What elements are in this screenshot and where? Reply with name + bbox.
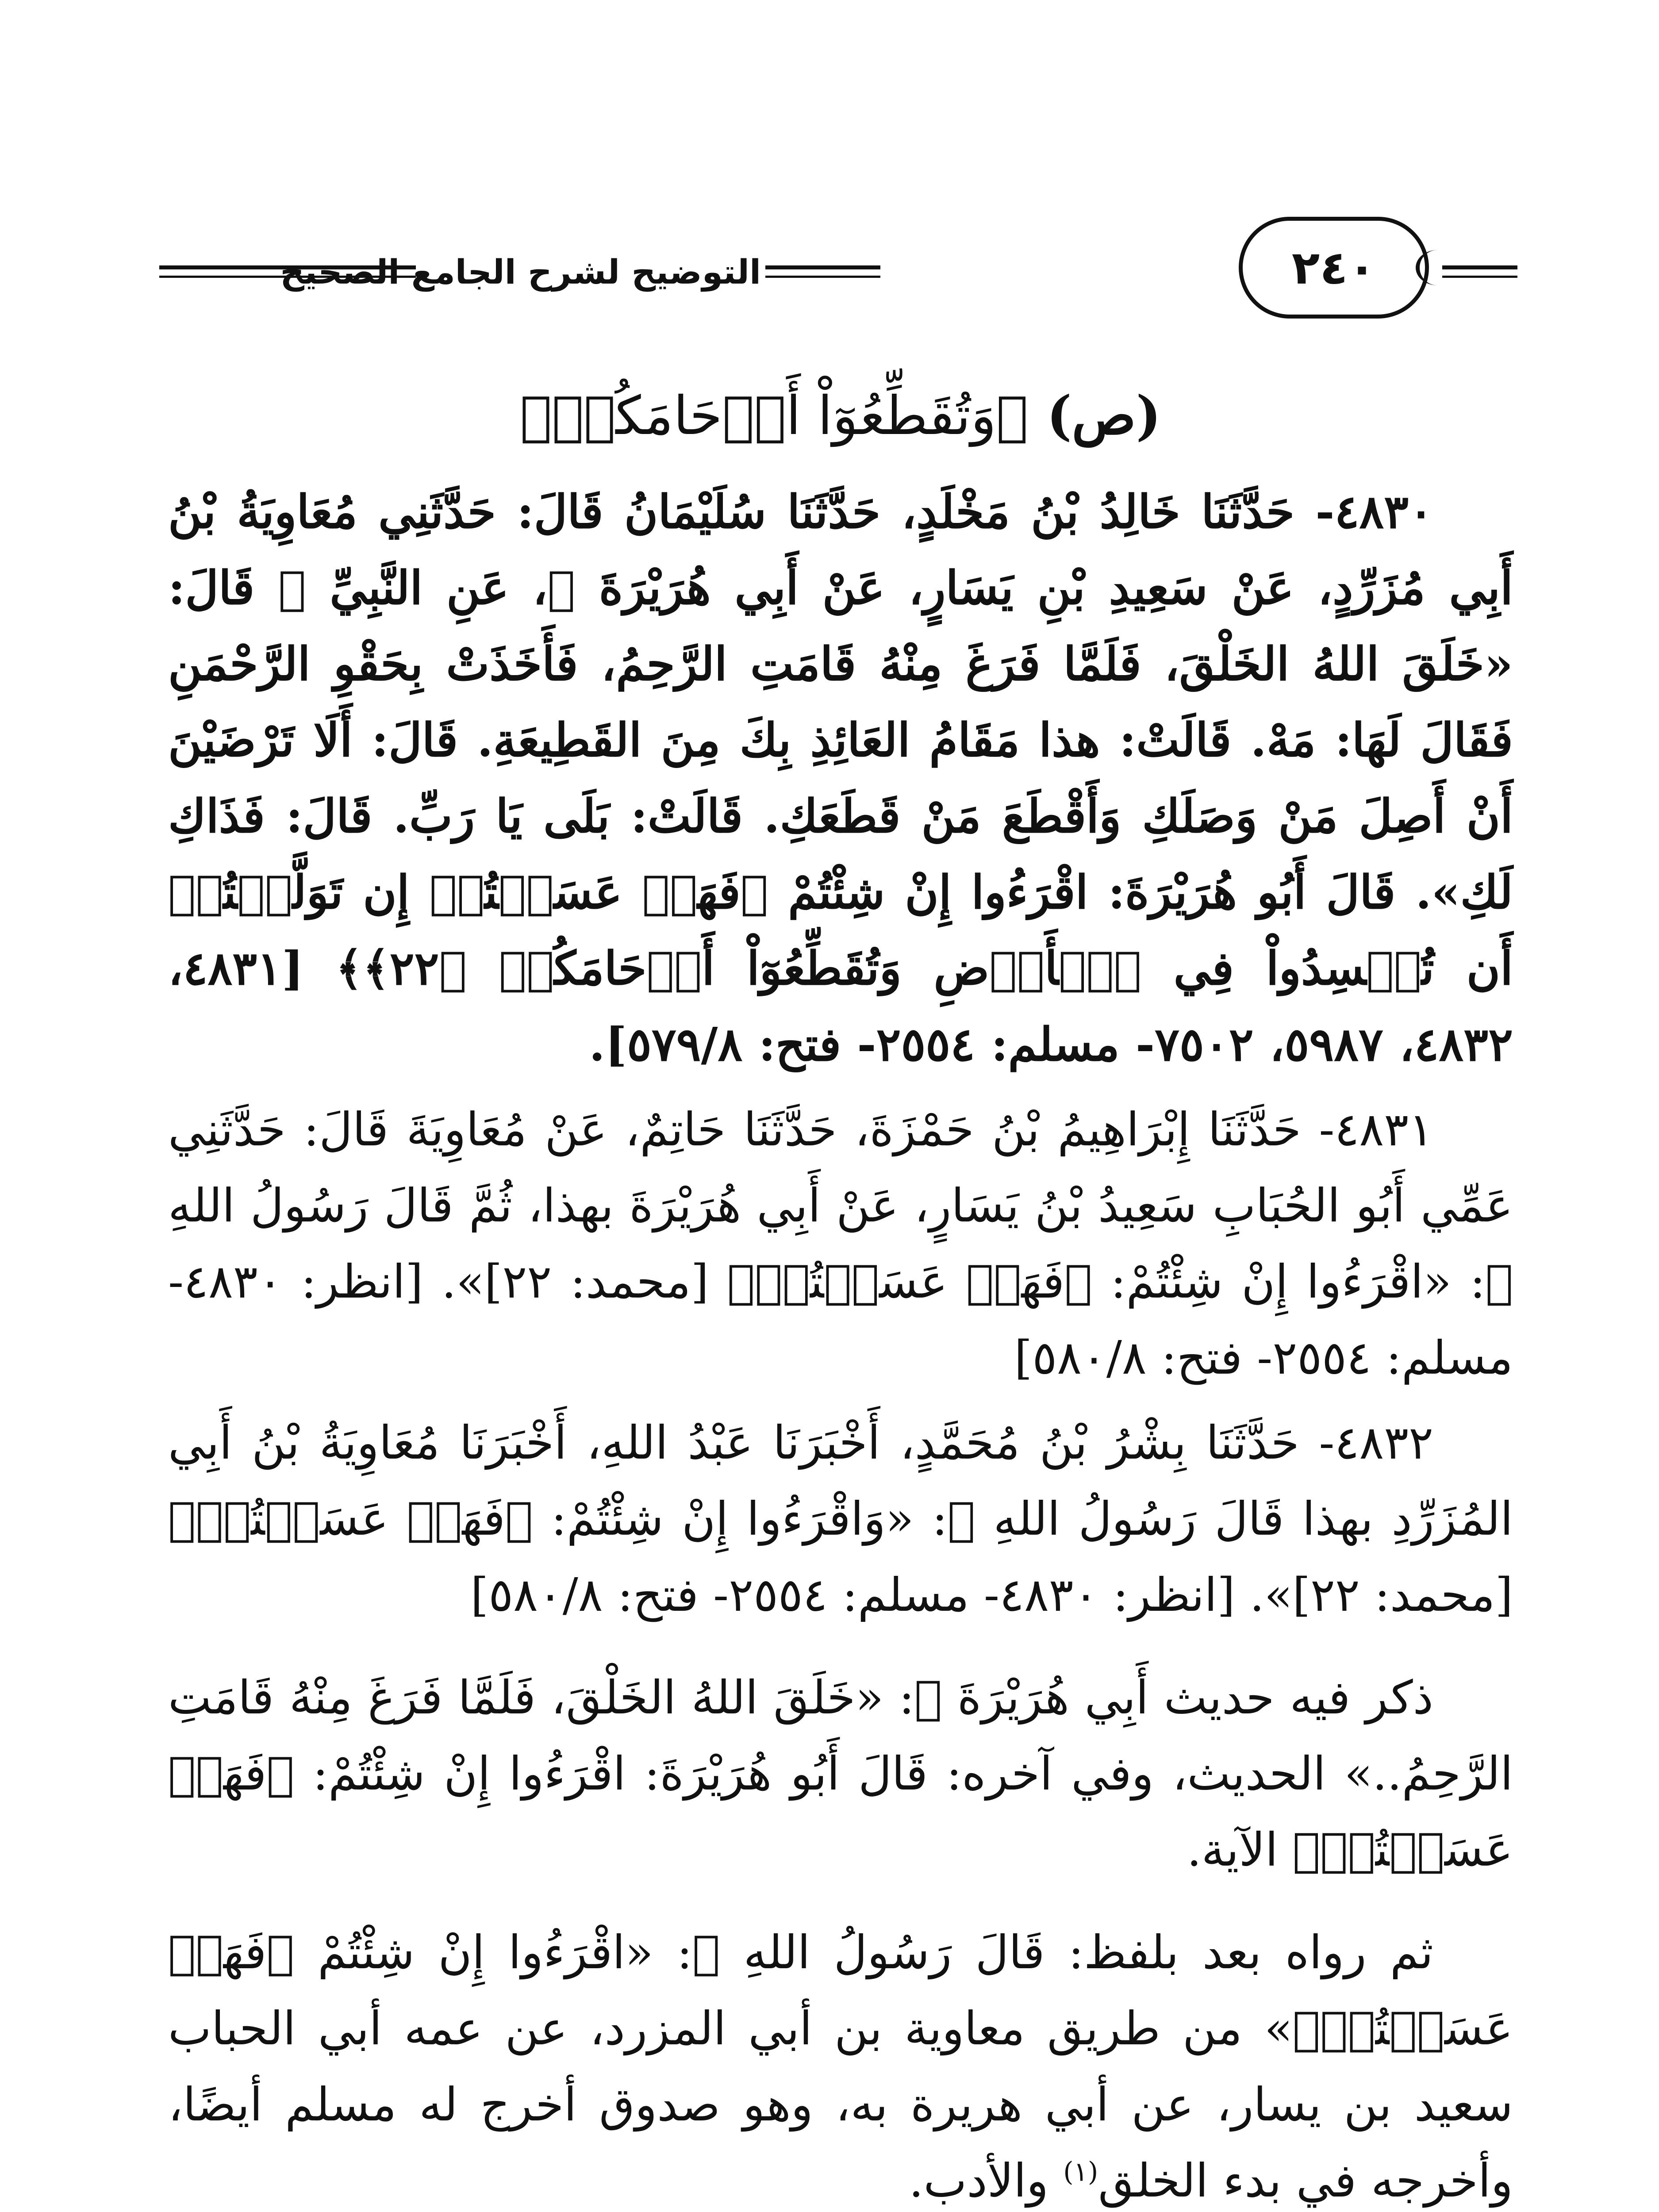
header-rule-right (1442, 265, 1517, 278)
header-rule-middle (765, 265, 880, 278)
hadith-4831: ٤٨٣١- حَدَّثَنَا إِبْرَاهِيمُ بْنُ حَمْزَةَ، حَدَّثَنَا حَاتِمٌ، عَنْ مُعَاوِيَةَ قَالَ: حَدَّثَنِي عَمِّي أَبُو الحُبَابِ سَعِيدُ بْنُ يَسَارٍ، عَنْ أَبِي هُرَيْرَةَ بهذا، ثُمَّ قَالَ رَسُولُ اللهِ ﷺ: «اقْرَءُوا إِنْ شِئْتُمْ: ﴿فَهَلۡ عَسَيۡتُمۡ﴾ [محمد: ٢٢]». [انظر: ٤٨٣٠- مسلم: ٢٥٥٤- فتح: ٥٨٠/٨] (168, 1102, 1513, 1385)
page-number: ٢٤٠ (1291, 241, 1376, 295)
commentary-paragraph-2-text: ثم رواه بعد بلفظ: قَالَ رَسُولُ اللهِ ﷺ: «اقْرَءُوا إِنْ شِئْتُمْ ﴿فَهَلۡ عَسَيۡتُمۡ﴾» من طريق معاوية بن أبي المزرد، عن عمه أبي الحباب سعيد بن يسار، عن أبي هريرة به، وهو صدوق أخرج له مسلم أيضًا، وأخرجه في بدء الخلق (168, 1925, 1513, 2208)
commentary-paragraph-2 (168, 1914, 1513, 2212)
section-marker: (ص) (1046, 384, 1161, 447)
section-verse: ﴿وَتُقَطِّعُوٓاْ أَرۡحَامَكُمۡ﴾ (520, 385, 1029, 447)
hadith-4830: ٤٨٣٠- حَدَّثَنَا خَالِدُ بْنُ مَخْلَدٍ، حَدَّثَنَا سُلَيْمَانُ قَالَ: حَدَّثَنِي مُعَاوِيَةُ بْنُ أَبِي مُزَرِّدٍ، عَنْ سَعِيدِ بْنِ يَسَارٍ، عَنْ أَبِي هُرَيْرَةَ ﷺ، عَنِ النَّبِيِّ ﷺ قَالَ: «خَلَقَ اللهُ الخَلْقَ، فَلَمَّا فَرَغَ مِنْهُ قَامَتِ الرَّحِمُ، فَأَخَذَتْ بِحَقْوِ الرَّحْمَنِ فَقَالَ لَهَا: مَهْ. قَالَتْ: هذا مَقَامُ العَائِذِ بِكَ مِنَ القَطِيعَةِ. قَالَ: أَلَا تَرْضَيْنَ أَنْ أَصِلَ مَنْ وَصَلَكِ وَأَقْطَعَ مَنْ قَطَعَكِ. قَالَتْ: بَلَى يَا رَبِّ. قَالَ: فَذَاكِ لَكِ». قَالَ أَبُو هُرَيْرَةَ: اقْرَءُوا إِنْ شِئْتُمْ ﴿فَهَلۡ عَسَيۡتُمۡ إِن تَوَلَّيۡتُمۡ أَن تُفۡسِدُواْ فِي ٱلۡأَرۡضِ وَتُقَطِّعُوٓاْ أَرۡحَامَكُمۡ ﴿٢٢﴾﴾ [٤٨٣١، ٤٨٣٢، ٥٩٨٧، ٧٥٠٢- مسلم: ٢٥٥٤- فتح: ٥٧٩/٨]. (168, 484, 1513, 1071)
commentary-paragraph-1: ذكر فيه حديث أَبِي هُرَيْرَةَ ﷺ: «خَلَقَ اللهُ الخَلْقَ، فَلَمَّا فَرَغَ مِنْهُ قَامَتِ الرَّحِمُ..» الحديث، وفي آخره: قَالَ أَبُو هُرَيْرَةَ: اقْرَءُوا إِنْ شِئْتُمْ: ﴿فَهَلۡ عَسَيۡتُمۡ﴾ الآية. (168, 1671, 1513, 1877)
page-number-badge (1239, 217, 1429, 319)
running-title: التوضيح لشرح الجامع الصحيح (280, 252, 761, 292)
hadith-4832: ٤٨٣٢- حَدَّثَنَا بِشْرُ بْنُ مُحَمَّدٍ، أَخْبَرَنَا عَبْدُ اللهِ، أَخْبَرَنَا مُعَاوِيَةُ بْنُ أَبِي المُزَرِّدِ بهذا قَالَ رَسُولُ اللهِ ﷺ: «وَاقْرَءُوا إِنْ شِئْتُمْ: ﴿فَهَلۡ عَسَيۡتُمۡ﴾ [محمد: ٢٢]». [انظر: ٤٨٣٠- مسلم: ٢٥٥٤- فتح: ٥٨٠/٨] (168, 1416, 1513, 1622)
section-title (168, 367, 1513, 465)
main-text (168, 367, 1513, 2212)
footnote-reference: (١) (1063, 2156, 1098, 2188)
commentary-paragraph-2-tail: والأدب. (909, 2154, 1064, 2208)
page-header (159, 208, 1517, 332)
